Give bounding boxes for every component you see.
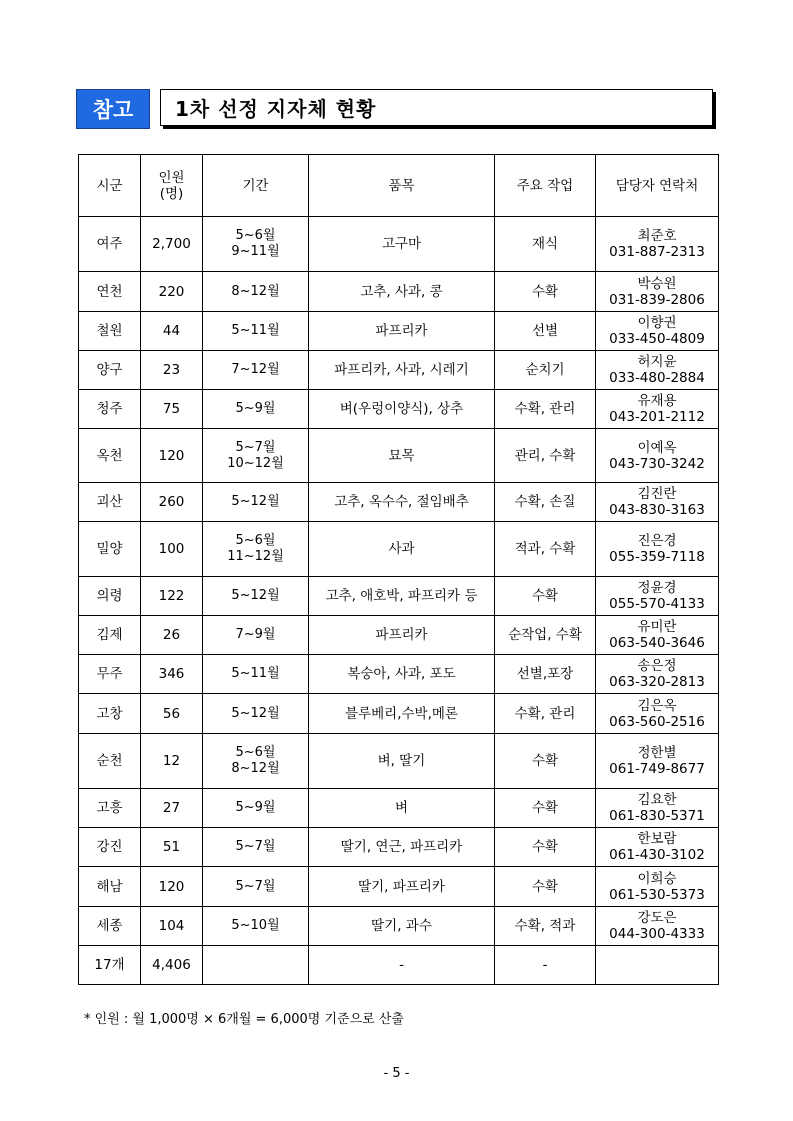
cell-contact <box>596 217 719 272</box>
table-row <box>79 429 719 483</box>
period-line: 5~6월 <box>235 533 276 548</box>
cell-period <box>203 429 309 483</box>
cell-items: 묘목 <box>309 429 495 483</box>
cell-work: 수확 <box>495 828 596 867</box>
cell-work: 수확 <box>495 734 596 789</box>
contact-name: 이향권 <box>637 315 677 331</box>
table-row <box>79 734 719 789</box>
cell-city: 세종 <box>79 907 141 946</box>
cell-work: 수확 <box>495 577 596 616</box>
table-row <box>79 577 719 616</box>
cell-city: 밀양 <box>79 522 141 577</box>
total-work: - <box>495 946 596 985</box>
contact-name: 한보람 <box>637 831 677 847</box>
cell-period <box>203 655 309 694</box>
cell-city: 철원 <box>79 312 141 351</box>
cell-count: 220 <box>141 272 203 312</box>
cell-items: 벼, 딸기 <box>309 734 495 789</box>
cell-city: 순천 <box>79 734 141 789</box>
table-row <box>79 655 719 694</box>
cell-period <box>203 694 309 734</box>
cell-contact <box>596 522 719 577</box>
total-city: 17개 <box>79 946 141 985</box>
period-line: 11~12월 <box>227 549 284 564</box>
period-line: 5~7월 <box>235 839 276 854</box>
contact-phone: 063-320-2813 <box>609 674 705 690</box>
cell-work: 선별 <box>495 312 596 351</box>
cell-contact <box>596 312 719 351</box>
cell-work: 관리, 수확 <box>495 429 596 483</box>
page-title: 1차 선정 지자체 현황 <box>160 89 713 126</box>
contact-phone: 061-430-3102 <box>609 847 705 863</box>
table-row <box>79 867 719 907</box>
contact-phone: 061-530-5373 <box>609 886 705 903</box>
table-row <box>79 828 719 867</box>
reference-badge: 참고 <box>76 89 150 129</box>
contact-phone: 043-730-3242 <box>609 455 705 472</box>
table-row <box>79 390 719 429</box>
cell-period <box>203 828 309 867</box>
contact-name: 박승원 <box>637 275 677 292</box>
cell-city: 청주 <box>79 390 141 429</box>
table-row <box>79 272 719 312</box>
cell-city: 의령 <box>79 577 141 616</box>
cell-period <box>203 351 309 390</box>
contact-phone: 055-570-4133 <box>609 596 705 612</box>
cell-period <box>203 789 309 828</box>
contact-name: 허지윤 <box>637 354 677 370</box>
contact-name: 송은정 <box>637 658 677 674</box>
header-contact: 담당자 연락처 <box>596 155 719 217</box>
table-row <box>79 312 719 351</box>
cell-items: 딸기, 과수 <box>309 907 495 946</box>
cell-contact <box>596 351 719 390</box>
cell-items: 블루베리,수박,메론 <box>309 694 495 734</box>
cell-items: 딸기, 연근, 파프리카 <box>309 828 495 867</box>
cell-items: 벼(우렁이양식), 상추 <box>309 390 495 429</box>
table-row <box>79 522 719 577</box>
cell-city: 연천 <box>79 272 141 312</box>
cell-count: 27 <box>141 789 203 828</box>
cell-period <box>203 390 309 429</box>
cell-items: 파프리카 <box>309 616 495 655</box>
contact-name: 김진란 <box>637 486 677 502</box>
contact-phone: 031-887-2313 <box>609 244 705 260</box>
period-line: 5~7월 <box>235 439 276 455</box>
footnote: * 인원 : 월 1,000명 × 6개월 = 6,000명 기준으로 산출 <box>84 1012 404 1027</box>
cell-count: 346 <box>141 655 203 694</box>
contact-name: 이예옥 <box>637 439 677 456</box>
cell-items: 파프리카 <box>309 312 495 351</box>
cell-work: 수확, 관리 <box>495 694 596 734</box>
cell-items: 복숭아, 사과, 포도 <box>309 655 495 694</box>
cell-count: 260 <box>141 483 203 522</box>
contact-phone: 033-480-2884 <box>609 370 705 386</box>
contact-phone: 033-450-4809 <box>609 331 705 347</box>
cell-period <box>203 522 309 577</box>
cell-work: 순작업, 수확 <box>495 616 596 655</box>
contact-name: 정한별 <box>637 745 677 761</box>
contact-name: 정윤경 <box>637 580 677 596</box>
cell-items: 고추, 옥수수, 절임배추 <box>309 483 495 522</box>
cell-work: 수확 <box>495 272 596 312</box>
period-line: 10~12월 <box>227 455 284 471</box>
table-row <box>79 907 719 946</box>
contact-name: 최준호 <box>637 228 677 244</box>
cell-contact <box>596 390 719 429</box>
period-line: 5~12월 <box>231 494 280 509</box>
contact-phone: 031-839-2806 <box>609 291 705 308</box>
header-work: 주요 작업 <box>495 155 596 217</box>
cell-period <box>203 272 309 312</box>
period-line: 5~7월 <box>235 878 276 894</box>
cell-contact <box>596 429 719 483</box>
cell-contact <box>596 483 719 522</box>
contact-phone: 043-201-2112 <box>609 409 705 425</box>
period-line: 5~9월 <box>235 401 276 416</box>
table-header-row <box>79 155 719 217</box>
header-items: 품목 <box>309 155 495 217</box>
header-count: 인원 (명) <box>141 155 203 217</box>
cell-items: 사과 <box>309 522 495 577</box>
contact-phone: 063-540-3646 <box>609 635 705 651</box>
table-row <box>79 616 719 655</box>
cell-contact <box>596 828 719 867</box>
header-city: 시군 <box>79 155 141 217</box>
period-line: 5~6월 <box>235 228 276 243</box>
cell-city: 양구 <box>79 351 141 390</box>
cell-count: 56 <box>141 694 203 734</box>
period-line: 5~11월 <box>231 323 280 338</box>
table-row <box>79 483 719 522</box>
table-row <box>79 351 719 390</box>
cell-city: 무주 <box>79 655 141 694</box>
contact-name: 김요한 <box>637 792 677 808</box>
cell-items: 고추, 사과, 콩 <box>309 272 495 312</box>
period-line: 5~10월 <box>231 918 280 933</box>
contact-phone: 043-830-3163 <box>609 502 705 518</box>
table-row <box>79 694 719 734</box>
total-period <box>203 946 309 985</box>
total-count: 4,406 <box>141 946 203 985</box>
cell-count: 122 <box>141 577 203 616</box>
contact-phone: 061-749-8677 <box>609 761 705 777</box>
cell-work: 선별,포장 <box>495 655 596 694</box>
cell-count: 120 <box>141 429 203 483</box>
cell-work: 수확, 관리 <box>495 390 596 429</box>
contact-phone: 061-830-5371 <box>609 808 705 824</box>
contact-name: 진은경 <box>637 533 677 549</box>
header-period: 기간 <box>203 155 309 217</box>
period-line: 5~12월 <box>231 705 280 721</box>
contact-name: 유재용 <box>637 393 677 409</box>
cell-city: 김제 <box>79 616 141 655</box>
period-line: 9~11월 <box>231 244 280 259</box>
cell-city: 여주 <box>79 217 141 272</box>
cell-count: 12 <box>141 734 203 789</box>
cell-period <box>203 867 309 907</box>
cell-period <box>203 577 309 616</box>
cell-contact <box>596 272 719 312</box>
period-line: 5~11월 <box>231 666 280 681</box>
period-line: 5~6월 <box>235 745 276 760</box>
cell-period <box>203 616 309 655</box>
contact-name: 강도은 <box>637 910 677 926</box>
contact-phone: 055-359-7118 <box>609 549 705 565</box>
cell-contact <box>596 789 719 828</box>
section-header <box>76 89 714 129</box>
cell-count: 26 <box>141 616 203 655</box>
cell-city: 해남 <box>79 867 141 907</box>
cell-contact <box>596 734 719 789</box>
cell-count: 23 <box>141 351 203 390</box>
contact-name: 김은옥 <box>637 697 677 714</box>
page-number: - 5 - <box>383 1066 410 1081</box>
cell-items: 고구마 <box>309 217 495 272</box>
cell-city: 강진 <box>79 828 141 867</box>
cell-work: 수확 <box>495 867 596 907</box>
cell-period <box>203 734 309 789</box>
cell-city: 괴산 <box>79 483 141 522</box>
cell-items: 파프리카, 사과, 시레기 <box>309 351 495 390</box>
cell-count: 2,700 <box>141 217 203 272</box>
cell-work: 수확, 손질 <box>495 483 596 522</box>
cell-work: 수확 <box>495 789 596 828</box>
contact-name: 유미란 <box>637 619 677 635</box>
period-line: 5~9월 <box>235 800 276 815</box>
total-contact <box>596 946 719 985</box>
cell-work: 순치기 <box>495 351 596 390</box>
cell-contact <box>596 907 719 946</box>
cell-items: 고추, 애호박, 파프리카 등 <box>309 577 495 616</box>
municipality-table <box>78 154 719 985</box>
cell-period <box>203 217 309 272</box>
cell-count: 75 <box>141 390 203 429</box>
cell-contact <box>596 616 719 655</box>
period-line: 7~12월 <box>231 362 280 377</box>
period-line: 5~12월 <box>231 588 280 603</box>
cell-items: 딸기, 파프리카 <box>309 867 495 907</box>
cell-work: 수확, 적과 <box>495 907 596 946</box>
cell-city: 고창 <box>79 694 141 734</box>
cell-period <box>203 907 309 946</box>
table-row <box>79 789 719 828</box>
period-line: 8~12월 <box>231 283 280 299</box>
cell-count: 44 <box>141 312 203 351</box>
cell-contact <box>596 694 719 734</box>
cell-count: 120 <box>141 867 203 907</box>
cell-work: 적과, 수확 <box>495 522 596 577</box>
cell-work: 재식 <box>495 217 596 272</box>
table-row <box>79 217 719 272</box>
cell-city: 고흥 <box>79 789 141 828</box>
contact-phone: 044-300-4333 <box>609 926 705 942</box>
contact-phone: 063-560-2516 <box>609 713 705 730</box>
cell-count: 104 <box>141 907 203 946</box>
period-line: 8~12월 <box>231 761 280 776</box>
cell-city: 옥천 <box>79 429 141 483</box>
cell-contact <box>596 867 719 907</box>
period-line: 7~9월 <box>235 627 276 642</box>
cell-count: 100 <box>141 522 203 577</box>
total-items: - <box>309 946 495 985</box>
cell-items: 벼 <box>309 789 495 828</box>
total-row <box>79 946 719 985</box>
cell-period <box>203 312 309 351</box>
contact-name: 이희승 <box>637 870 677 887</box>
cell-contact <box>596 655 719 694</box>
cell-count: 51 <box>141 828 203 867</box>
cell-period <box>203 483 309 522</box>
cell-contact <box>596 577 719 616</box>
